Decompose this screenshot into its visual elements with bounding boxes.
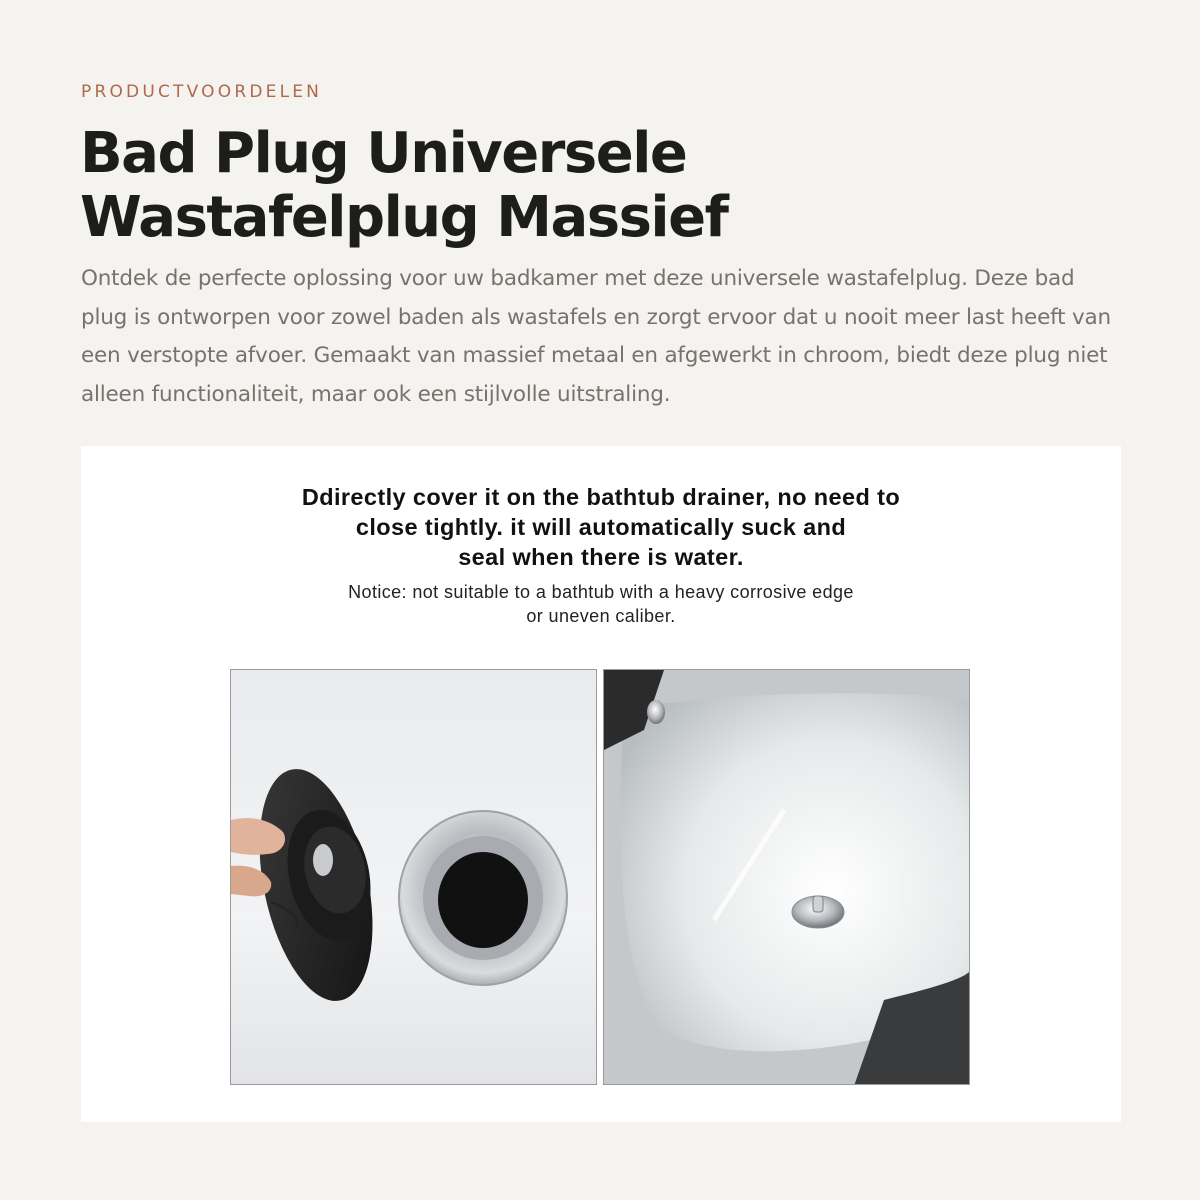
- panel-heading: [81, 482, 1121, 572]
- title-line-2: Wastafelplug Massief: [80, 185, 728, 250]
- bathtub-illustration: [604, 670, 970, 1085]
- panel-heading-line-1: Ddirectly cover it on the bathtub drainer, no need to: [301, 484, 901, 510]
- product-description: Ontdek de perfecte oplossing voor uw badkamer met deze universele wastafelplug. Deze bad plug is ontworpen voor zowel baden als wastafels en zorgt ervoor dat u nooit meer last heeft van een verstopte afvoer. Gemaakt van massief metaal en afgewerkt in chroom, biedt deze plug niet alleen functionaliteit, maar ook een stijlvolle uitstraling.: [81, 266, 1111, 407]
- panel-notice: [81, 580, 1121, 628]
- bathtub-photo: [603, 669, 970, 1085]
- panel-heading-line-3: seal when there is water.: [458, 544, 744, 570]
- product-image-panel: [81, 446, 1121, 1122]
- section-eyebrow: PRODUCTVOORDELEN: [81, 82, 323, 102]
- panel-notice-line-2: or uneven caliber.: [526, 606, 676, 626]
- plug-in-hand-photo: [230, 669, 597, 1085]
- title-line-1: Bad Plug Universele: [80, 121, 687, 186]
- panel-heading-line-2: close tightly. it will automatically suck and: [355, 514, 847, 540]
- plug-in-hand-illustration: [231, 670, 597, 1085]
- page-title: [80, 122, 980, 250]
- panel-notice-line-1: Notice: not suitable to a bathtub with a heavy corrosive edge: [348, 582, 854, 602]
